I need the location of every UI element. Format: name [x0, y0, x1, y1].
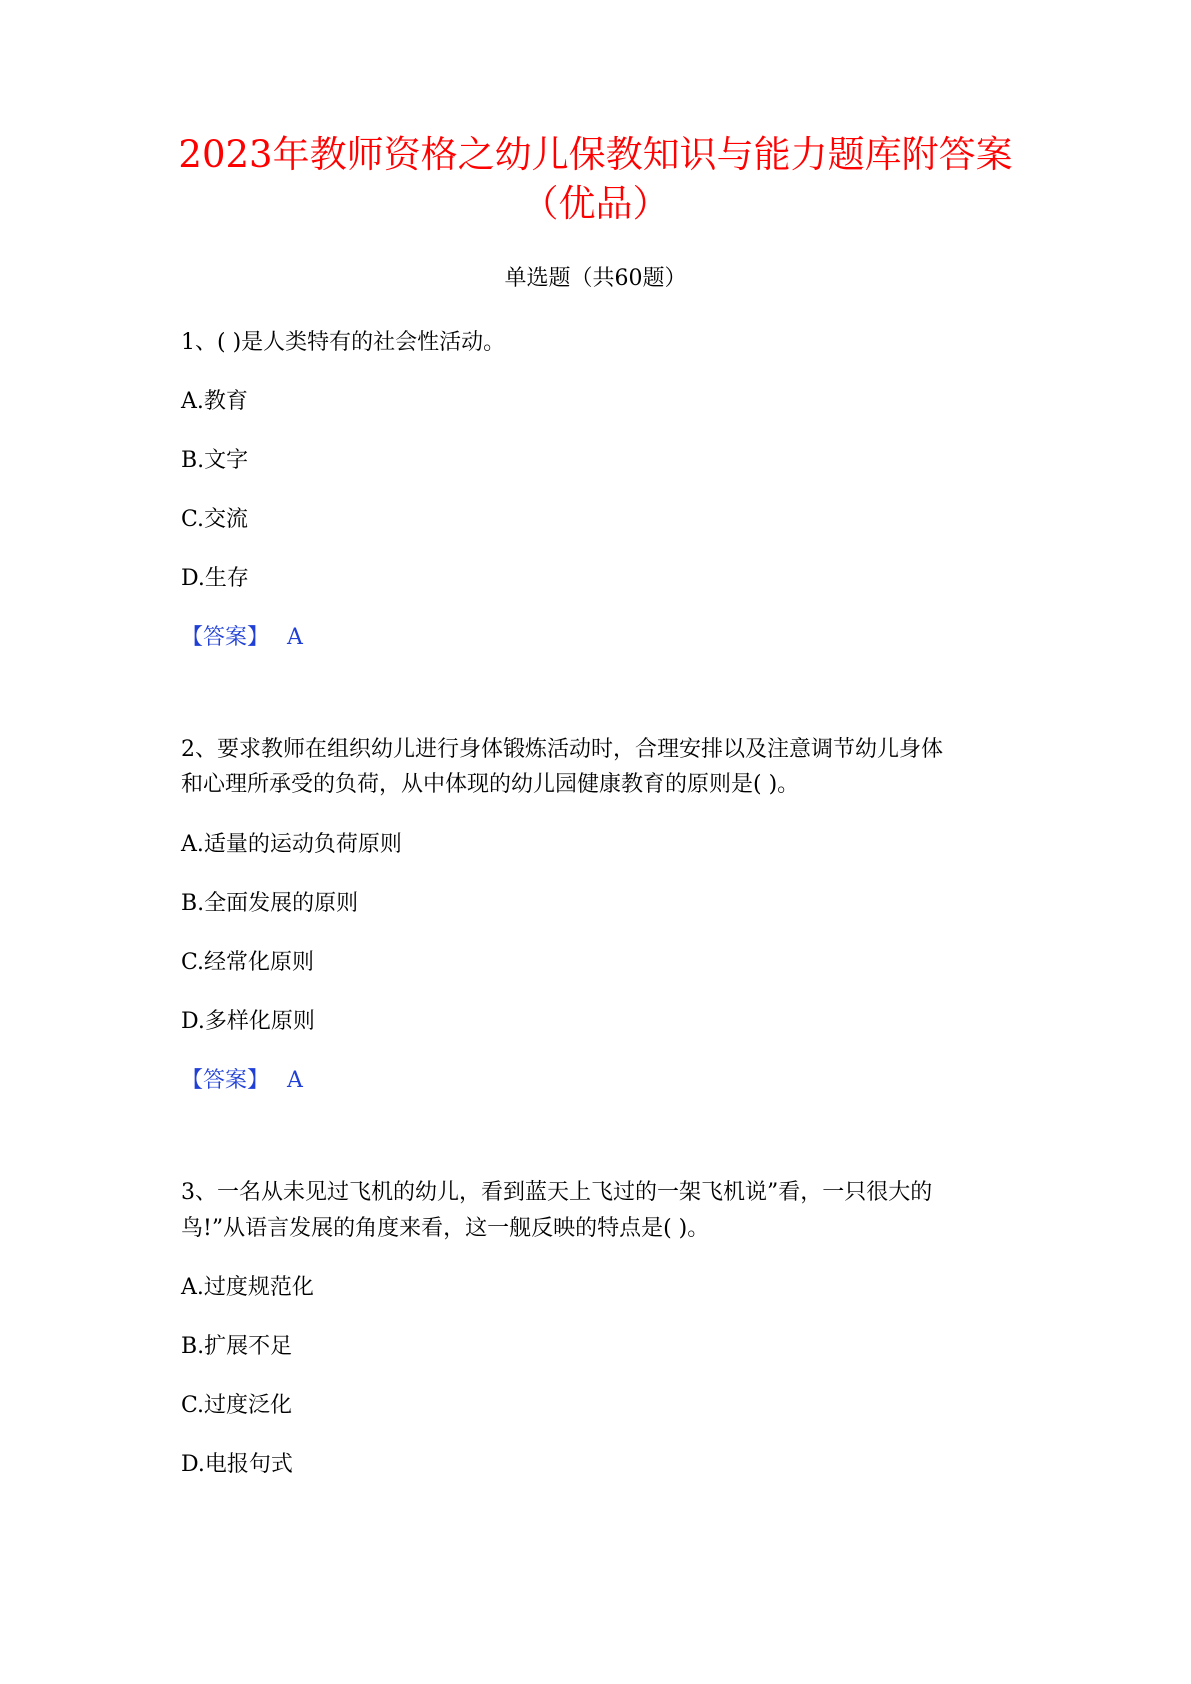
- question-2-option-b: B.全面发展的原则: [181, 891, 359, 916]
- question-3-option-b: B.扩展不足: [181, 1334, 293, 1359]
- question-3-option-d: D.电报句式: [181, 1452, 293, 1477]
- document-title-line-2: （优品）: [521, 182, 670, 225]
- question-2-stem-line-2: 和心理所承受的负荷，从中体现的幼儿园健康教育的原则是( )。: [181, 772, 800, 797]
- answer-label: 【答案】: [181, 625, 270, 650]
- question-2-option-c: C.经常化原则: [181, 950, 315, 975]
- answer-value: A: [287, 1068, 303, 1093]
- section-heading: 单选题（共60题）: [504, 266, 687, 291]
- question-2-stem-line-1: 2、要求教师在组织幼儿进行身体锻炼活动时，合理安排以及注意调节幼儿身体: [181, 737, 943, 762]
- question-3-stem-line-1: 3、一名从未见过飞机的幼儿，看到蓝天上飞过的一架飞机说”看，一只很大的: [181, 1180, 933, 1205]
- question-1-option-d: D.生存: [181, 566, 249, 591]
- question-2-option-a: A.适量的运动负荷原则: [181, 832, 402, 857]
- question-1-option-b: B.文字: [181, 448, 249, 473]
- question-1-option-a: A.教育: [181, 389, 248, 414]
- document-title-line-1: 2023年教师资格之幼儿保教知识与能力题库附答案: [178, 133, 1013, 176]
- answer-label: 【答案】: [181, 1068, 270, 1093]
- question-2-answer: [181, 1066, 303, 1096]
- question-1-answer: [181, 623, 303, 653]
- question-2-option-d: D.多样化原则: [181, 1009, 315, 1034]
- question-3-stem-line-2: 鸟!”从语言发展的角度来看，这一舰反映的特点是( )。: [181, 1216, 710, 1241]
- question-3-option-a: A.过度规范化: [181, 1275, 314, 1300]
- question-1-stem: 1、( )是人类特有的社会性活动。: [181, 330, 506, 355]
- question-1-option-c: C.交流: [181, 507, 249, 532]
- question-3-option-c: C.过度泛化: [181, 1393, 293, 1418]
- answer-value: A: [287, 625, 303, 650]
